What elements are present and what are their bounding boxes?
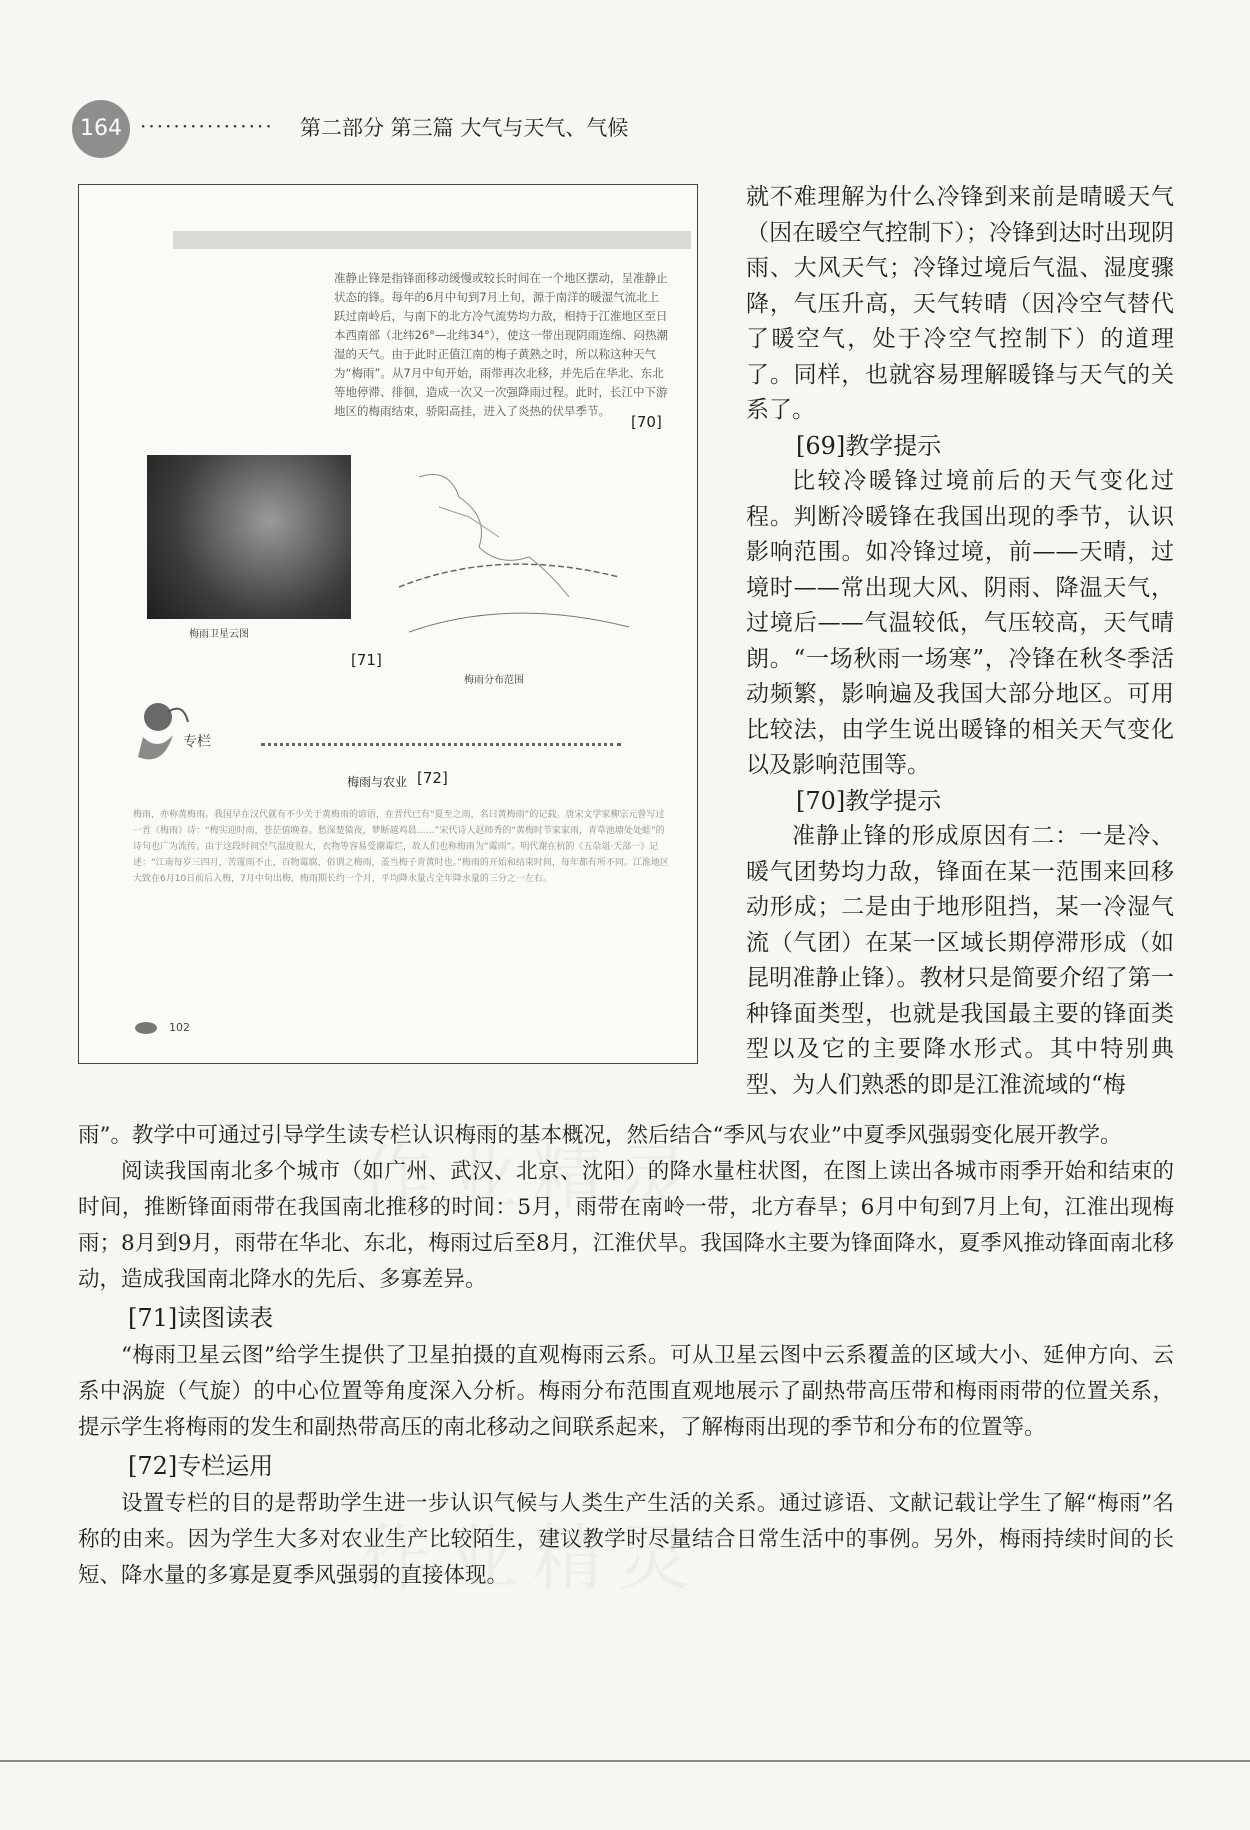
heading-71: [71]读图读表 (128, 1304, 274, 1332)
para-70: 准静止锋的形成原因有二：一是冷、暖气团势均力敌，锋面在某一范围来回移动形成；二是由于地形阻挡，某一冷湿气流（气团）在某一区域长期停滞形成（如昆明准静止锋）。教材只是简要介绍了第一种锋面类型，也就是我国最主要的锋面类型以及它的主要降水形式。其中特别典型、为人们熟悉的即是江淮流域的“梅 (746, 823, 1174, 1098)
tag-72: [72] (417, 769, 448, 787)
para-rainfall-reading: 阅读我国南北多个城市（如广州、武汉、北京、沈阳）的降水量柱状图，在图上读出各城市雨季开始和结束的时间，推断锋面雨带在我国南北推移的时间：5月，雨带在南岭一带，北方春旱；6月中旬到7月上旬，江淮出现梅雨；8月到9月，雨带在华北、东北，梅雨过后至8月，江淮伏旱。我国降水主要为锋面降水，夏季风推动锋面南北移动，造成我国南北降水的先后、多寡差异。 (78, 1159, 1174, 1292)
map-caption: 梅雨分布范围 (464, 675, 524, 686)
tag-71: [71] (351, 651, 382, 669)
column-label: 专栏 (183, 734, 211, 750)
watermark (360, 1120, 704, 1224)
column-body: 梅雨，亦称黄梅雨。我国早在汉代就有不少关于黄梅雨的谚语，在晋代已有“夏至之雨，名曰黄梅雨”的记载。唐宋文学家柳宗元曾写过一首《梅雨》诗：“梅实迎时雨，苍茫值晚春。愁深楚猿夜，梦断越鸡晨……”宋代诗人赵师秀的“黄梅时节家家雨，青草池塘处处蛙”的诗句也广为流传。由于这段时间空气湿度很大，衣物等容易受潮霉烂，故人们也称梅雨为“霉雨”。明代谢在杭的《五杂俎·天部一》记述：“江南每岁三四月，苦霪雨不止，百物霉腐，俗谓之梅雨，盖当梅子青黄时也。”梅雨的开始和结束时间，每年都有所不同。江淮地区大致在6月10日前后入梅，7月中旬出梅，梅雨期长约一个月，平均降水量占全年降水量的三分之一左右。 (133, 810, 669, 884)
right-column (746, 180, 1174, 1103)
heading-72: [72]专栏运用 (128, 1452, 274, 1480)
para-71: “梅雨卫星云图”给学生提供了卫星拍摄的直观梅雨云系。可从卫星云图中云系覆盖的区域大小、延伸方向、云系中涡旋（气旋）的中心位置等角度深入分析。梅雨分布范围直观地展示了副热带高压带和梅雨雨带的位置关系，提示学生将梅雨的发生和副热带高压的南北移动之间联系起来，了解梅雨出现的季节和分布的位置等。 (78, 1343, 1174, 1440)
satellite-image (147, 455, 351, 619)
heading-70: [70]教学提示 (796, 786, 942, 815)
globe-icon (135, 1022, 157, 1034)
header-title: 第二部分 第三篇 大气与天气、气候 (300, 116, 629, 140)
textbook-footer (135, 1021, 190, 1034)
watermark (360, 1500, 704, 1604)
heading-69: [69]教学提示 (796, 431, 942, 460)
page-number: 164 (72, 100, 130, 158)
column-title: 梅雨与农业 (347, 775, 408, 789)
para-72: 设置专栏的目的是帮助学生进一步认识气候与人类生产生活的关系。通过谚语、文献记载让学生了解“梅雨”名称的由来。因为学生大多对农业生产比较陌生，建议教学时尽量结合日常生活中的事例。另外，梅雨持续时间的长短、降水量的多寡是夏季风强弱的直接体现。 (78, 1491, 1174, 1588)
textbook-band (173, 231, 691, 249)
page-header (72, 100, 1172, 160)
para-70-continued: 雨”。教学中可通过引导学生读专栏认识梅雨的基本概况，然后结合“季风与农业”中夏季风强弱变化展开教学。 (78, 1123, 1122, 1148)
textbook-body: 准静止锋是指锋面移动缓慢或较长时间在一个地区摆动，呈准静止状态的锋。每年的6月中旬到7月上旬，源于南洋的暖湿气流北上跃过南岭后，与南下的北方冷气流势均力敌，相持于江淮地区至日本西南部（北纬26°—北纬34°），使这一带出现阴雨连绵、闷热潮湿的天气。由于此时正值江南的梅子黄熟之时，所以称这种天气为“梅雨”。从7月中旬开始，雨带再次北移，并先后在华北、东北等地停滞、徘徊，造成一次又一次强降雨过程。此时，长江中下游地区的梅雨结束，骄阳高挂，进入了炎热的伏旱季节。 (334, 271, 669, 418)
para-69: 比较冷暖锋过境前后的天气变化过程。判断冷暖锋在我国出现的季节，认识影响范围。如冷锋过境，前——天晴，过境时——常出现大风、阴雨、降温天气，过境后——气温较低，气压较高，天气晴朗。“一场秋雨一场寒”，冷锋在秋冬季活动频繁，影响遍及我国大部分地区。可用比较法，由学生说出暖锋的相关天气变化以及影响范围等。 (746, 468, 1174, 778)
bottom-rule (0, 1760, 1250, 1762)
column-rule (261, 743, 621, 746)
textbook-page-number: 102 (169, 1021, 190, 1034)
tag-70: [70] (631, 413, 662, 431)
para-cold-front: 就不难理解为什么冷锋到来前是晴暖天气（因在暖空气控制下）；冷锋到达时出现阴雨、大风天气；冷锋过境后气温、湿度骤降，气压升高，天气转晴（因冷空气替代了暖空气，处于冷空气控制下）的道理了。同样，也就容易理解暖锋与天气的关系了。 (746, 184, 1174, 423)
header-dots: ················ (140, 114, 274, 138)
textbook-excerpt (78, 184, 698, 1064)
satellite-caption: 梅雨卫星云图 (189, 629, 249, 640)
meiyu-map (379, 457, 639, 657)
